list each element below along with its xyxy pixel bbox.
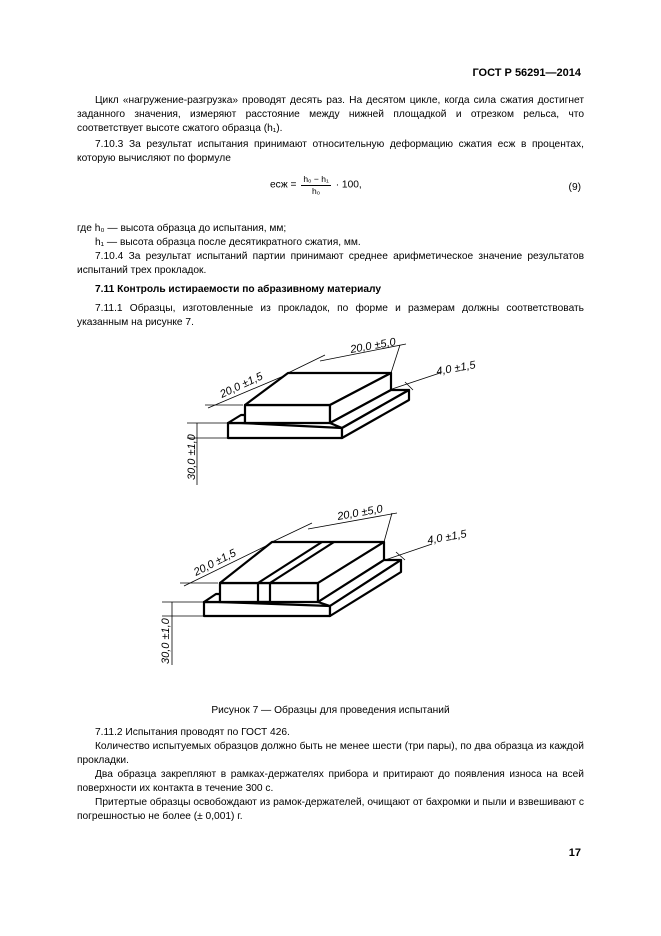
dim-height-bottom: 30,0 ±1,0 (160, 618, 172, 664)
formula-lhs: eсж = (270, 179, 297, 191)
page-number: 17 (568, 847, 581, 859)
text-block-where (77, 222, 584, 278)
formula-rhs: · 100, (335, 179, 362, 191)
equation-number: (9) (568, 182, 581, 193)
formula-numerator: h₀ − h₁ (303, 174, 329, 184)
paragraph: h₁ — высота образца после десятикратного сжатия, мм. (95, 237, 361, 248)
dim-width-top: 20,0 ±1,5 (218, 370, 265, 401)
paragraph: 7.10.4 За результат испытаний партии принимают среднее арифметическое значение результатов испытаний трех прокладок. (77, 251, 584, 276)
paragraph: 7.11.1 Образцы, изготовленные из прокладок, по форме и размерам должны соответствовать указанным на рисунке 7. (77, 303, 584, 328)
paragraph: Цикл «нагружение-разгрузка» проводят десять раз. На десятом цикле, когда сила сжатия достигнет заданного значения, измеряют расстояние между нижней площадкой и отрезком рельса, что соответствует высоте сжатого образца (h₁). (77, 95, 584, 134)
dim-ridge-top: 4,0 ±1,5 (435, 359, 477, 378)
dim-length-top: 20,0 ±5,0 (349, 336, 397, 356)
text-block-top (77, 94, 584, 166)
figure-7 (0, 320, 661, 700)
dim-width-bottom: 20,0 ±1,5 (191, 547, 239, 579)
document-header: ГОСТ Р 56291—2014 (472, 67, 581, 79)
formula-denominator: h₀ (311, 186, 321, 196)
formula-9 (270, 174, 362, 196)
paragraph: Притертые образцы освобождают из рамок-держателей, очищают от бахромки и пыли и взвешивают с погрешностью не более (± 0,001) г. (77, 797, 584, 822)
figure-caption: Рисунок 7 — Образцы для проведения испытаний (211, 705, 450, 716)
text-block-bottom (77, 726, 584, 824)
formula-fraction (301, 174, 331, 196)
dim-length-bottom: 20,0 ±5,0 (336, 503, 384, 523)
dim-height-top: 30,0 ±1,0 (186, 434, 198, 480)
paragraph: 7.11.2 Испытания проводят по ГОСТ 426. (95, 727, 290, 738)
paragraph: где h₀ — высота образца до испытания, мм; (77, 223, 287, 234)
section-title: 7.11 Контроль истираемости по абразивному материалу (95, 284, 382, 295)
paragraph: Количество испытуемых образцов должно быть не менее шести (три пары), по два образца из каждой прокладки. (77, 741, 584, 766)
dim-ridge-bottom: 4,0 ±1,5 (426, 528, 468, 547)
paragraph: Два образца закрепляют в рамках-держателях прибора и притирают до появления износа на всей поверхности их контакта в течение 300 с. (77, 769, 584, 794)
paragraph: 7.10.3 За результат испытания принимают относительную деформацию сжатия eсж в процентах, которую вычисляют по формуле (77, 139, 584, 164)
